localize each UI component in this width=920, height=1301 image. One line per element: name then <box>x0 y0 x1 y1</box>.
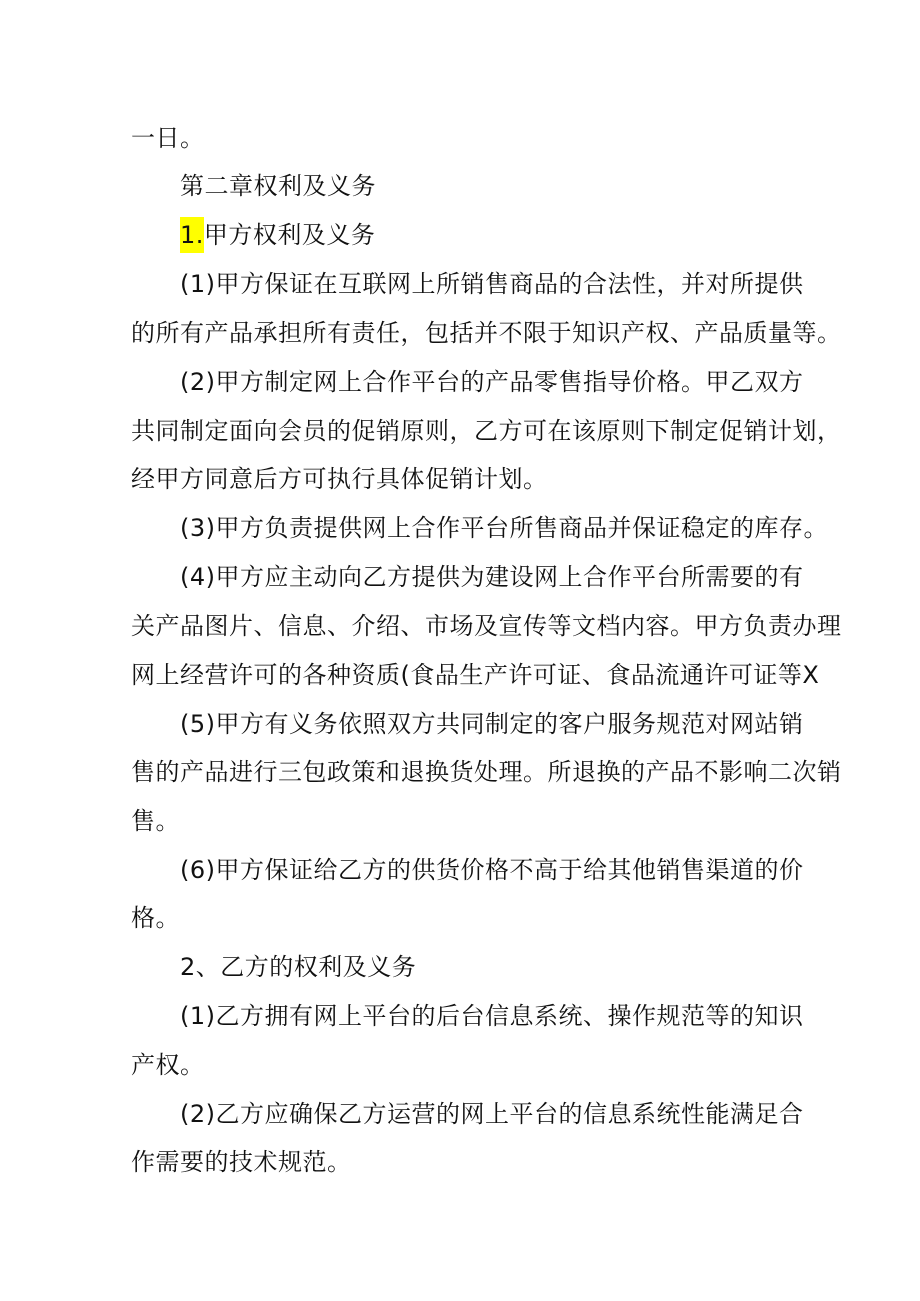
paragraph-line: 经甲方同意后方可执行具体促销计划。 <box>131 465 548 493</box>
paragraph-line: (6)甲方保证给乙方的供货价格不高于给其他销售渠道的价 <box>180 856 804 884</box>
paragraph-line: (3)甲方负责提供网上合作平台所售商品并保证稳定的库存。 <box>180 514 828 542</box>
paragraph-line: (4)甲方应主动向乙方提供为建设网上合作平台所需要的有 <box>180 563 804 591</box>
paragraph-line: (1)甲方保证在互联网上所销售商品的合法性，并对所提供 <box>180 270 804 298</box>
paragraph-line: 的所有产品承担所有责任，包括并不限于知识产权、产品质量等。 <box>131 319 842 347</box>
highlighted-section-number: 1. <box>180 217 204 253</box>
section-2-heading: 2、乙方的权利及义务 <box>180 953 417 981</box>
paragraph-line: (1)乙方拥有网上平台的后台信息系统、操作规范等的知识 <box>180 1002 804 1030</box>
paragraph-line: 格。 <box>131 904 180 932</box>
paragraph-line: 网上经营许可的各种资质(食品生产许可证、食品流通许可证等X <box>131 661 820 689</box>
paragraph-line: 关产品图片、信息、介绍、市场及宣传等文档内容。甲方负责办理 <box>131 612 842 640</box>
paragraph-line: 共同制定面向会员的促销原则，乙方可在该原则下制定促销计划， <box>131 417 842 445</box>
chapter-heading: 第二章权利及义务 <box>180 172 376 200</box>
paragraph-line: (2)乙方应确保乙方运营的网上平台的信息系统性能满足合 <box>180 1100 804 1128</box>
section-1-title: 甲方权利及义务 <box>203 221 376 249</box>
paragraph-line: (5)甲方有义务依照双方共同制定的客户服务规范对网站销 <box>180 710 804 738</box>
paragraph-line: 产权。 <box>131 1051 205 1079</box>
paragraph-line: 售。 <box>131 807 180 835</box>
text-line-1: 一日。 <box>131 124 205 152</box>
paragraph-line: 作需要的技术规范。 <box>131 1148 352 1176</box>
paragraph-line: (2)甲方制定网上合作平台的产品零售指导价格。甲乙双方 <box>180 368 804 396</box>
section-1-heading <box>180 219 375 251</box>
paragraph-line: 售的产品进行三包政策和退换货处理。所退换的产品不影响二次销 <box>131 758 842 786</box>
